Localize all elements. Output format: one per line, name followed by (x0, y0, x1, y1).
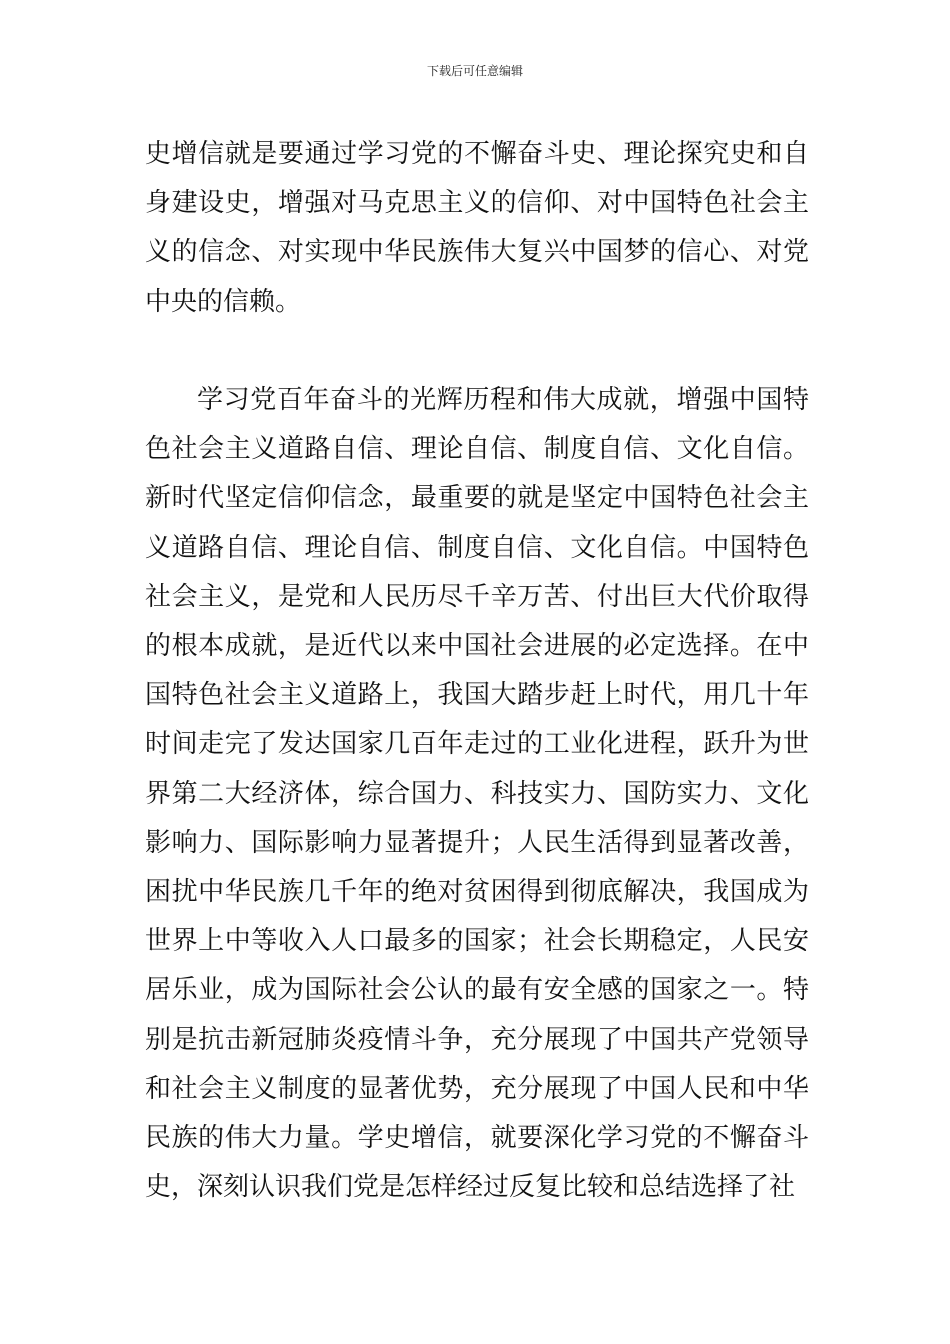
body-paragraph-1: 史增信就是要通过学习党的不懈奋斗史、理论探究史和自身建设史，增强对马克思主义的信仰、对中国特色社会主义的信念、对实现中华民族伟大复兴中国梦的信心、对党中央的信赖。 (145, 139, 809, 317)
body-paragraph-2: 学习党百年奋斗的光辉历程和伟大成就，增强中国特色社会主义道路自信、理论自信、制度自信、文化自信。新时代坚定信仰信念，最重要的就是坚定中国特色社会主义道路自信、理论自信、制度自信、文化自信。中国特色社会主义，是党和人民历尽千辛万苦、付出巨大代价取得的根本成就，是近代以来中国社会进展的必定选择。在中国特色社会主义道路上，我国大踏步赶上时代，用几十年时间走完了发达国家几百年走过的工业化进程，跃升为世界第二大经济体，综合国力、科技实力、国防实力、文化影响力、国际影响力显著提升；人民生活得到显著改善，困扰中华民族几千年的绝对贫困得到彻底解决，我国成为世界上中等收入人口最多的国家；社会长期稳定，人民安居乐业，成为国际社会公认的最有安全感的国家之一。特别是抗击新冠肺炎疫情斗争，充分展现了中国共产党领导和社会主义制度的显著优势，充分展现了中国人民和中华民族的伟大力量。学史增信，就要深化学习党的不懈奋斗史，深刻认识我们党是怎样经过反复比较和总结选择了社 (145, 385, 809, 1203)
page-header-note: 下载后可任意编辑 (426, 64, 523, 78)
